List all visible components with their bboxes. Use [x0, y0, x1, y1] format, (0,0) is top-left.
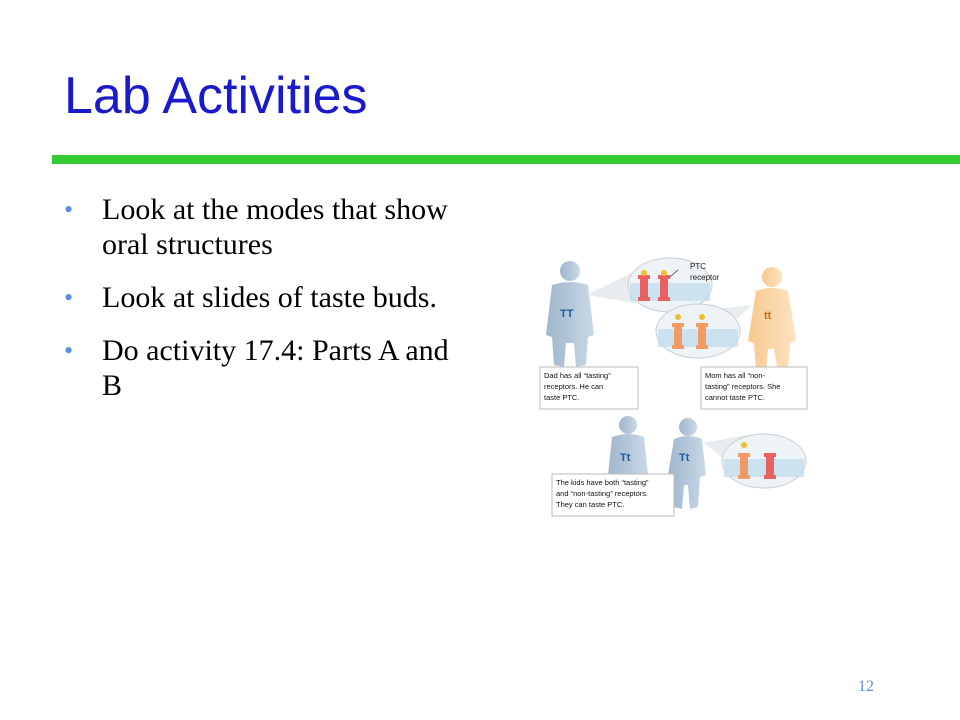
page-number: 12: [858, 678, 874, 695]
figure-illustration: [538, 255, 810, 530]
bullet-icon: •: [64, 336, 74, 365]
bullet-item: [64, 192, 464, 262]
svg-text:tasting” receptors. She: tasting” receptors. She: [705, 382, 781, 391]
bullet-list: [64, 192, 464, 421]
mom-caption-box: [701, 367, 807, 409]
svg-text:The kids have both “tasting”: The kids have both “tasting”: [556, 478, 649, 487]
bullet-text: Do activity 17.4: Parts A and B: [102, 334, 449, 402]
svg-text:taste PTC.: taste PTC.: [544, 393, 580, 402]
ptc-label: PTC: [690, 262, 706, 271]
kids-caption-box: [552, 474, 674, 516]
kid2-genotype: Tt: [679, 452, 690, 464]
svg-text:and “non-tasting” receptors.: and “non-tasting” receptors.: [556, 489, 649, 498]
title-divider: [52, 155, 960, 164]
mom-silhouette: [748, 267, 796, 373]
bullet-icon: •: [64, 283, 74, 312]
bullet-item: [64, 333, 464, 403]
mom-genotype: tt: [764, 310, 772, 322]
svg-text:They can taste PTC.: They can taste PTC.: [556, 500, 625, 509]
mom-receptor-bubble: [656, 304, 740, 358]
bullet-text: Look at the modes that show oral structures: [102, 193, 448, 261]
kid1-genotype: Tt: [620, 452, 631, 464]
receptor-label: receptor: [690, 273, 720, 282]
slide-title: Lab Activities: [64, 67, 368, 125]
kids-receptor-bubble: [722, 434, 806, 488]
bullet-icon: •: [64, 195, 74, 224]
bullet-item: [64, 280, 464, 315]
svg-text:Mom has all “non-: Mom has all “non-: [705, 371, 766, 380]
bullet-text: Look at slides of taste buds.: [102, 281, 437, 314]
svg-text:receptors. He can: receptors. He can: [544, 382, 604, 391]
svg-text:Dad has all “tasting”: Dad has all “tasting”: [544, 371, 611, 380]
svg-text:cannot taste PTC.: cannot taste PTC.: [705, 393, 766, 402]
dad-genotype: TT: [560, 308, 574, 320]
dad-caption-box: [540, 367, 638, 409]
ptc-taste-inheritance-figure: [538, 255, 810, 530]
